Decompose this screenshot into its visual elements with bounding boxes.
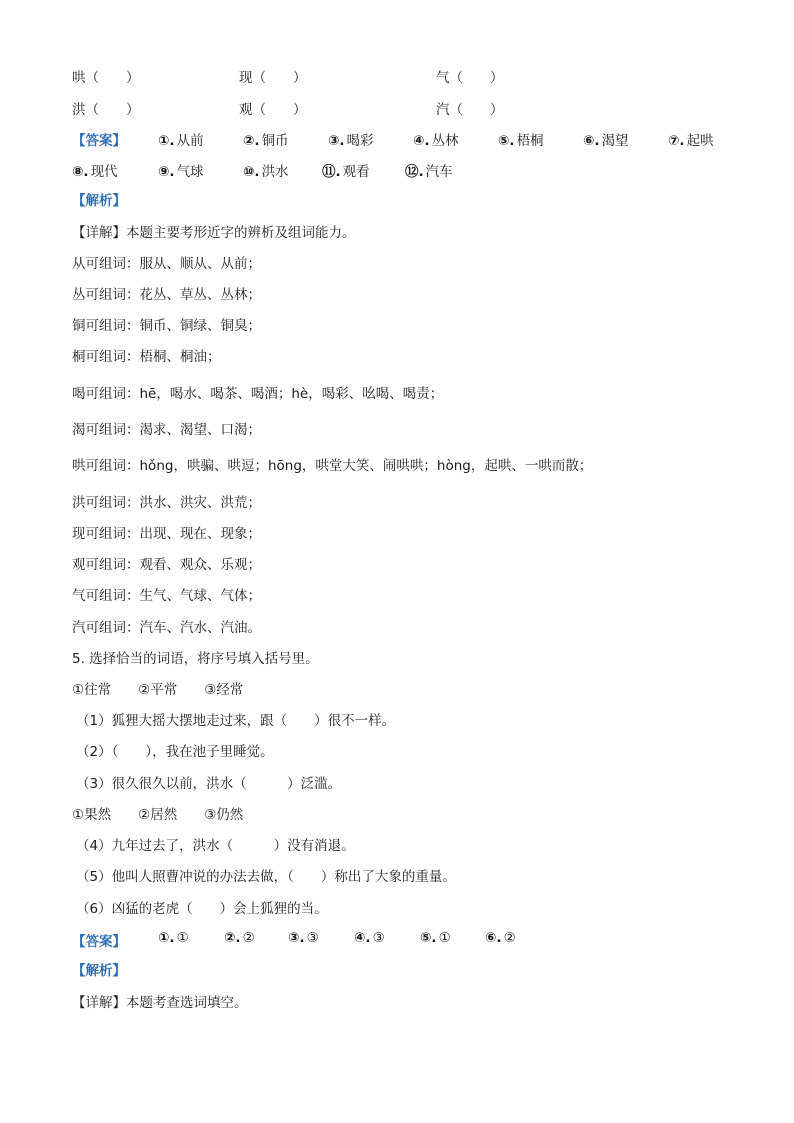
- answer-item: [158, 160, 204, 180]
- answer-number: ⑤.: [498, 133, 515, 149]
- analysis-line: 观可组词：观看、观众、乐观；: [72, 557, 261, 573]
- analysis-line: 桐可组词：梧桐、桐油；: [72, 349, 221, 365]
- grid-cell: 汽（ ）: [436, 102, 504, 118]
- analysis-line: 现可组词：出现、现在、现象；: [72, 526, 261, 542]
- detail-line: [72, 993, 248, 1013]
- answer-number: ②.: [243, 133, 260, 149]
- answer-item: [224, 930, 255, 946]
- answer-item: [354, 930, 385, 946]
- question-sentence: （4）九年过去了，洪水（ ）没有消退。: [76, 838, 355, 854]
- detail-text: 本题考查选词填空。: [126, 995, 248, 1011]
- answer-label: 【答案】: [72, 133, 126, 149]
- analysis-label: 【解析】: [72, 193, 126, 209]
- analysis-label: 【解析】: [72, 963, 126, 979]
- question-sentence: （2）（ ），我在池子里睡觉。: [76, 744, 274, 760]
- answer-item: [72, 160, 118, 180]
- answer-item: [243, 129, 289, 149]
- answer-item: [328, 129, 374, 149]
- answer-text: ②: [242, 930, 255, 946]
- answer-number: ②.: [224, 930, 241, 946]
- analysis-line: 哄可组词：hǒng，哄骗、哄逗；hōng，哄堂大笑、闹哄哄；hòng，起哄、一哄而散；: [72, 458, 593, 474]
- answer-number: ①.: [158, 133, 175, 149]
- analysis-line: 渴可组词：渴求、渴望、口渴；: [72, 422, 261, 438]
- question-sentence: （1）狐狸大摇大摆地走过来，跟（ ）很不一样。: [76, 713, 396, 729]
- answer-text: ①: [438, 930, 451, 946]
- answer-item: [583, 129, 629, 149]
- answer-text: 汽车: [425, 164, 453, 180]
- answer-number: ⑤.: [420, 930, 437, 946]
- answer-text: ③: [372, 930, 385, 946]
- answer-item: [420, 930, 451, 946]
- answer-text: 从前: [176, 133, 204, 149]
- answer-item: [288, 930, 319, 946]
- answer-number: ⑪.: [322, 164, 341, 180]
- answer-label: 【答案】: [72, 934, 126, 950]
- answer-item: [158, 930, 189, 946]
- grid-cell: 哄（ ）: [72, 70, 140, 86]
- answer-item: [485, 930, 516, 946]
- analysis-line: 洪可组词：洪水、洪灾、洪荒；: [72, 495, 261, 511]
- answer-number: ⑥.: [485, 930, 502, 946]
- answer-text: ②: [503, 930, 516, 946]
- word-options: ①往常 ②平常 ③经常: [72, 682, 244, 698]
- analysis-line: 铜可组词：铜币、铜绿、铜臭；: [72, 318, 261, 334]
- answer-text: 观看: [342, 164, 370, 180]
- answer-text: 洪水: [261, 164, 289, 180]
- answer-number: ③.: [328, 133, 345, 149]
- question-title: 5. 选择恰当的词语，将序号填入括号里。: [72, 651, 319, 667]
- grid-cell: 洪（ ）: [72, 102, 140, 118]
- answer-number: ④.: [354, 930, 371, 946]
- answer-item: [668, 129, 714, 149]
- answer-number: ⑧.: [72, 164, 89, 180]
- detail-label: 【详解】: [72, 995, 126, 1011]
- question-sentence: （6）凶猛的老虎（ ）会上狐狸的当。: [76, 901, 328, 917]
- analysis-line: 汽可组词：汽车、汽水、汽油。: [72, 620, 261, 636]
- answer-item: [243, 160, 289, 180]
- analysis-line: 从可组词：服从、顺从、从前；: [72, 256, 261, 272]
- answer-item: [405, 160, 453, 180]
- answer-text: 铜币: [261, 133, 289, 149]
- answer-text: 起哄: [686, 133, 714, 149]
- answer-text: 渴望: [601, 133, 629, 149]
- answer-number: ⑥.: [583, 133, 600, 149]
- answer-number: ⑫.: [405, 164, 424, 180]
- grid-cell: 气（ ）: [436, 70, 504, 86]
- answer-text: ①: [176, 930, 189, 946]
- answer-number: ⑩.: [243, 164, 260, 180]
- answer-number: ⑨.: [158, 164, 175, 180]
- answer-text: 丛林: [431, 133, 459, 149]
- answer-text: ③: [306, 930, 319, 946]
- answer-text: 现代: [90, 164, 118, 180]
- answer-text: 喝彩: [346, 133, 374, 149]
- grid-cell: 现（ ）: [239, 70, 307, 86]
- answer-item: [322, 160, 370, 180]
- answer-item: [158, 129, 204, 149]
- question-sentence: （5）他叫人照曹冲说的办法去做，（ ）称出了大象的重量。: [76, 869, 456, 885]
- detail-line: [72, 223, 356, 243]
- analysis-line: 喝可组词：hē，喝水、喝茶、喝酒；hè，喝彩、吆喝、喝责；: [72, 386, 444, 402]
- answer-item: [498, 129, 544, 149]
- question-sentence: （3）很久很久以前，洪水（ ）泛滥。: [76, 776, 342, 792]
- analysis-line: 气可组词：生气、气球、气体；: [72, 588, 261, 604]
- answer-text: 梧桐: [516, 133, 544, 149]
- analysis-line: 丛可组词：花丛、草丛、丛林；: [72, 287, 261, 303]
- word-options: ①果然 ②居然 ③仍然: [72, 807, 244, 823]
- detail-label: 【详解】: [72, 225, 126, 241]
- answer-number: ①.: [158, 930, 175, 946]
- detail-text: 本题主要考形近字的辨析及组词能力。: [126, 225, 356, 241]
- answer-number: ⑦.: [668, 133, 685, 149]
- answer-number: ③.: [288, 930, 305, 946]
- grid-cell: 观（ ）: [239, 102, 307, 118]
- answer-text: 气球: [176, 164, 204, 180]
- answer-number: ④.: [413, 133, 430, 149]
- answer-item: [413, 129, 459, 149]
